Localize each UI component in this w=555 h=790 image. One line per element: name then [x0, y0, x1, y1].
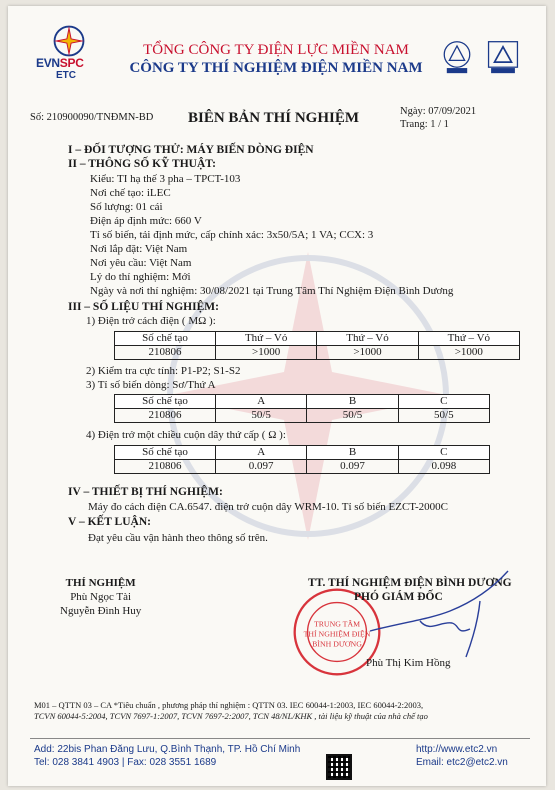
table-cell: 0.097 — [307, 460, 398, 474]
approver-role: PHÓ GIÁM ĐỐC — [354, 591, 443, 603]
table-header-row — [115, 446, 490, 460]
page-number: Trang: 1 / 1 — [400, 119, 449, 130]
tester-name: Phù Ngọc Tài — [70, 591, 132, 603]
table-cell: 50/5 — [398, 409, 489, 423]
table-header-cell: Thứ – Vỏ — [317, 332, 418, 346]
table-cell: 210806 — [115, 346, 216, 360]
table-header-cell: B — [307, 395, 398, 409]
lightning-star-icon — [52, 24, 86, 58]
table-cell: 210806 — [115, 460, 216, 474]
table-header-cell: C — [398, 395, 489, 409]
item-3-label: 3) Tỉ số biến dòng: Sơ/Thứ A — [86, 379, 216, 391]
table-cell: 0.097 — [216, 460, 307, 474]
logo-text: EVNSPC — [36, 56, 84, 70]
document-date-page — [400, 105, 476, 131]
standards-reference — [34, 700, 534, 722]
table-cell: 0.098 — [398, 460, 489, 474]
table-cell: 50/5 — [216, 409, 307, 423]
evnspc-logo — [34, 24, 104, 84]
table-header-cell: Thứ – Vỏ — [418, 332, 519, 346]
table-row — [115, 460, 490, 474]
lab-name: CÔNG TY THÍ NGHIỆM ĐIỆN MIỀN NAM — [129, 60, 423, 76]
table-header-cell: Thứ – Vỏ — [216, 332, 317, 346]
conclusion-text: Đạt yêu cầu vận hành theo thông số trên. — [88, 532, 268, 544]
vilas-cert-badge-icon — [440, 40, 474, 74]
spec-line: Nơi yêu cầu: Việt Nam — [90, 257, 192, 269]
spec-line: Số lượng: 01 cái — [90, 201, 163, 213]
footer-address: Add: 22bis Phan Đăng Lưu, Q.Bình Thạnh, TP. Hồ Chí Minh — [34, 744, 301, 755]
footer-email: Email: etc2@etc2.vn — [416, 757, 508, 768]
table-cell: >1000 — [216, 346, 317, 360]
handwritten-signature-icon — [360, 561, 530, 681]
table-header-cell: C — [398, 446, 489, 460]
tester-title: THÍ NGHIỆM — [65, 577, 136, 589]
spec-line: Nơi lắp đặt: Việt Nam — [90, 243, 188, 255]
company-name: TỔNG CÔNG TY ĐIỆN LỰC MIỀN NAM — [143, 42, 409, 58]
spec-line: Nơi chế tạo: iLEC — [90, 187, 171, 199]
document-title: BIÊN BẢN THÍ NGHIỆM — [188, 110, 360, 126]
table-row — [115, 409, 490, 423]
document-number: Số: 210900090/TNĐMN-BD — [30, 112, 154, 123]
footer-web — [416, 743, 508, 769]
table-header-cell: Số chế tạo — [115, 446, 216, 460]
approver-name: Phù Thị Kim Hồng — [366, 657, 451, 669]
section-1-title: I – ĐỐI TƯỢNG THỬ: MÁY BIẾN DÒNG ĐIỆN — [68, 144, 314, 156]
item-4-label: 4) Điện trở một chiều cuộn dây thứ cấp ( Ω ): — [86, 429, 286, 441]
document-date: Ngày: 07/09/2021 — [400, 106, 477, 117]
standards-line: M01 – QTTN 03 – CA *Tiêu chuẩn , phương pháp thí nghiệm : QTTN 03. IEC 60044-1:2003, IEC 60044-2:2003, — [34, 700, 424, 710]
dc-winding-resistance-table — [114, 445, 490, 474]
tester-name: Nguyễn Đình Huy — [60, 605, 142, 617]
svg-text:BÌNH DƯƠNG: BÌNH DƯƠNG — [312, 639, 362, 649]
section-2-title: II – THÔNG SỐ KỸ THUẬT: — [68, 158, 216, 170]
item-2-label: 2) Kiểm tra cực tính: P1-P2; S1-S2 — [86, 365, 241, 377]
spec-line: Kiểu: TI hạ thế 3 pha – TPCT-103 — [90, 173, 241, 185]
spec-line: Tỉ số biến, tải định mức, cấp chính xác: 3x50/5A; 1 VA; CCX: 3 — [90, 229, 374, 241]
table-header-cell: Số chế tạo — [115, 332, 216, 346]
svg-text:THÍ NGHIỆM ĐIỆN: THÍ NGHIỆM ĐIỆN — [303, 629, 371, 639]
footer-contact — [34, 743, 300, 769]
footer-phone: Tel: 028 3841 4903 | Fax: 028 3551 1689 — [34, 757, 217, 768]
spec-line: Điện áp định mức: 660 V — [90, 215, 202, 227]
table-cell: 210806 — [115, 409, 216, 423]
spec-line: Lý do thí nghiệm: Mới — [90, 271, 191, 283]
footer-divider — [30, 738, 530, 739]
table-header-cell: B — [307, 446, 398, 460]
insulation-resistance-table — [114, 331, 520, 360]
table-row — [115, 346, 520, 360]
test-report-page — [8, 6, 546, 786]
tuv-cert-badge-icon — [486, 40, 520, 74]
table-cell: 50/5 — [307, 409, 398, 423]
logo-subtext: ETC — [56, 70, 76, 81]
table-header-cell: A — [216, 395, 307, 409]
table-header-row — [115, 395, 490, 409]
footer-website: http://www.etc2.vn — [416, 744, 498, 755]
table-cell: >1000 — [418, 346, 519, 360]
table-header-cell: Số chế tạo — [115, 395, 216, 409]
tester-signature-block — [60, 576, 141, 618]
equipment-text: Máy đo cách điện CA.6547. điện trở cuộn dây WRM-10. Tỉ số biến EZCT-2000C — [88, 501, 449, 513]
table-cell: >1000 — [317, 346, 418, 360]
qr-code-icon — [326, 754, 352, 780]
approver-org: TT. THÍ NGHIỆM ĐIỆN BÌNH DƯƠNG — [308, 577, 512, 589]
table-header-row — [115, 332, 520, 346]
section-3-title: III – SỐ LIỆU THÍ NGHIỆM: — [68, 301, 219, 313]
svg-text:TRUNG TÂM: TRUNG TÂM — [313, 619, 361, 629]
section-4-title: IV – THIẾT BỊ THÍ NGHIỆM: — [68, 486, 223, 498]
item-1-label: 1) Điện trở cách điện ( MΩ ): — [86, 315, 216, 327]
table-header-cell: A — [216, 446, 307, 460]
spec-line: Ngày và nơi thí nghiệm: 30/08/2021 tại Trung Tâm Thí Nghiệm Điện Bình Dương — [90, 285, 454, 297]
section-5-title: V – KẾT LUẬN: — [68, 516, 151, 528]
standards-line: TCVN 60044-5:2004, TCVN 7697-1:2007, TCVN 7697-2:2007, TCN 48/NL/KHK , tài liệu kỹ thuật của nhà chế tạo — [34, 711, 428, 721]
transformation-ratio-table — [114, 394, 490, 423]
